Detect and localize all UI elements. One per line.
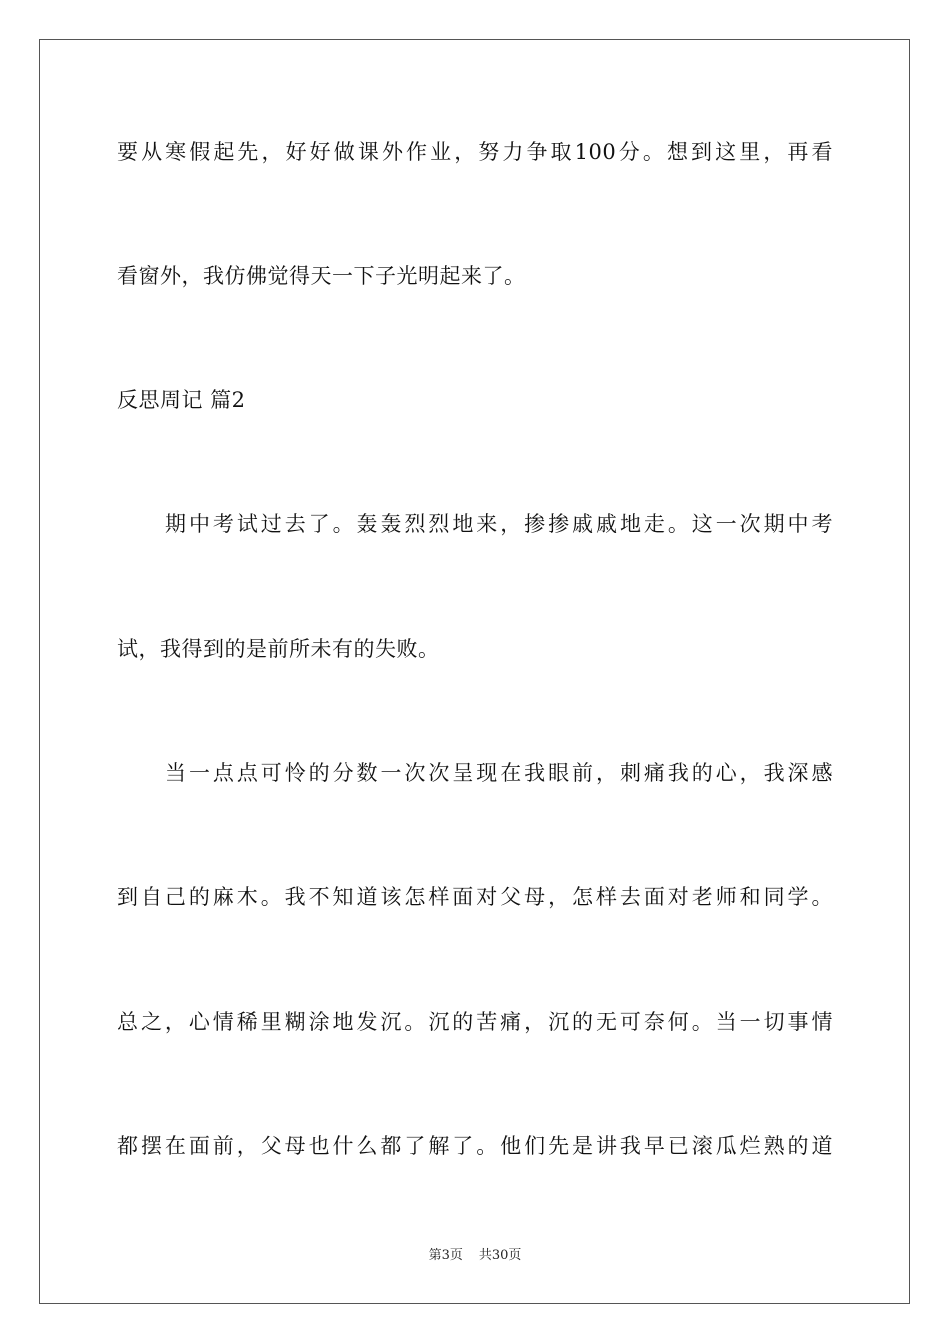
text-line: 试，我得到的是前所未有的失败。 — [117, 637, 440, 661]
text-line: 都摆在面前，父母也什么都了解了。他们先是讲我早已滚瓜烂熟的道 — [117, 1134, 833, 1158]
text-line: 要从寒假起先，好好做课外作业，努力争取100分。想到这里，再看 — [117, 140, 833, 164]
text-line: 看窗外，我仿佛觉得天一下子光明起来了。 — [117, 264, 526, 288]
text-line: 总之，心情稀里糊涂地发沉。沉的苦痛，沉的无可奈何。当一切事情 — [117, 1010, 833, 1034]
text-line: 当一点点可怜的分数一次次呈现在我眼前，刺痛我的心，我深感 — [165, 761, 833, 785]
section-heading: 反思周记 篇2 — [117, 388, 246, 412]
page-number: 第3页 — [428, 1248, 463, 1263]
text-line: 期中考试过去了。轰轰烈烈地来，掺掺戚戚地走。这一次期中考 — [165, 512, 833, 536]
page-total: 共30页 — [478, 1248, 522, 1263]
page-border — [39, 39, 910, 1304]
page-footer — [0, 1247, 950, 1265]
text-line: 到自己的麻木。我不知道该怎样面对父母，怎样去面对老师和同学。 — [117, 885, 833, 909]
